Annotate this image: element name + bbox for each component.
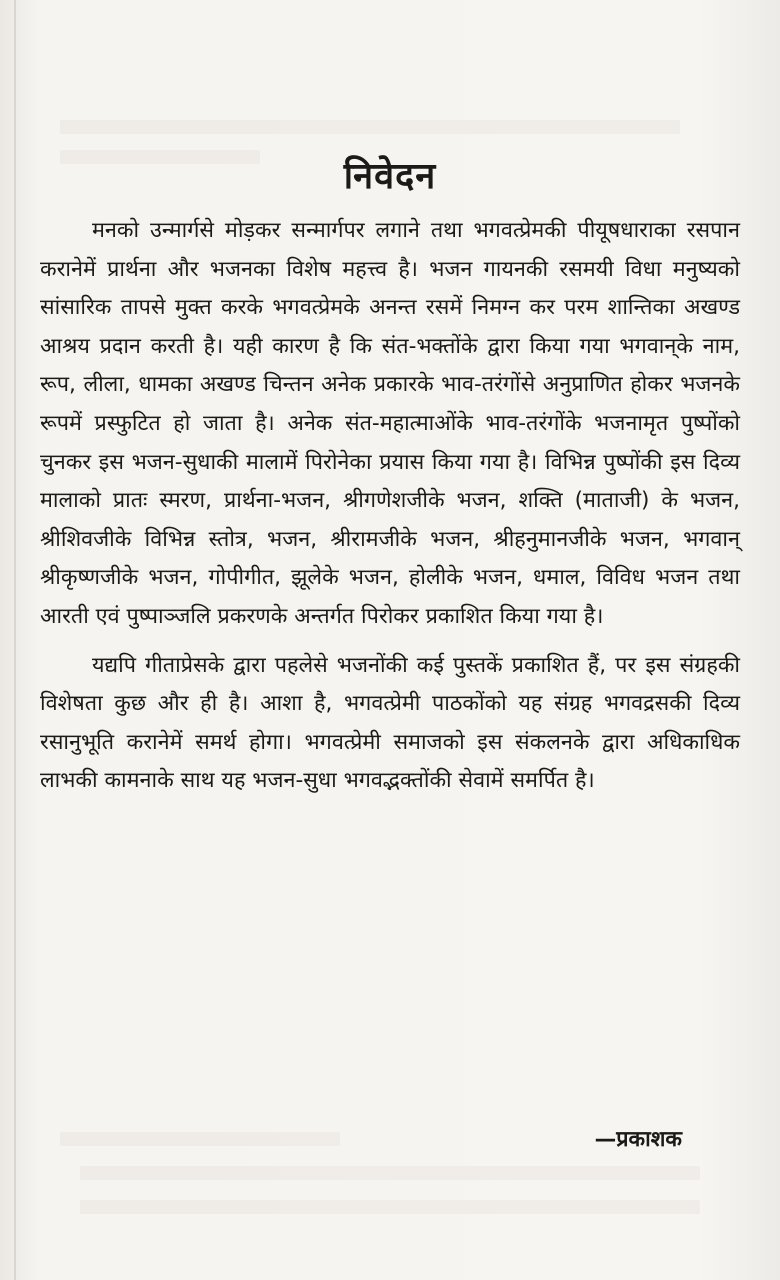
- page-title: निवेदन: [343, 156, 437, 197]
- paragraph: मनको उन्मार्गसे मोड़कर सन्मार्गपर लगाने तथा भगवत्प्रेमकी पीयूषधाराका रसपान करानेमें प्रार्थना और भजनका विशेष महत्त्व है। भजन गायनकी रसमयी विधा मनुष्यको सांसारिक तापसे मुक्त करके भगवत्प्रेमके अनन्त रसमें निमग्न कर परम शान्तिका अखण्ड आश्रय प्रदान करती है। यही कारण है कि संत-भक्तोंके द्वारा किया गया भगवान्‌के नाम, रूप, लीला, धामका अखण्ड चिन्तन अनेक प्रकारके भाव-तरंगोंसे अनुप्राणित होकर भजनके रूपमें प्रस्फुटित हो जाता है। अनेक संत-महात्माओंके भाव-तरंगोंके भजनामृत पुष्पोंको चुनकर इस भजन-सुधाकी मालामें पिरोनेका प्रयास किया गया है। विभिन्न पुष्पोंकी इस दिव्य मालाको प्रातः स्मरण, प्रार्थना-भजन, श्रीगणेशजीके भजन, शक्ति (माताजी) के भजन, श्रीशिवजीके विभिन्न स्तोत्र, भजन, श्रीरामजीके भजन, श्रीहनुमानजीके भजन, भगवान् श्रीकृष्णजीके भजन, गोपीगीत, झूलेके भजन, होलीके भजन, धमाल, विविध भजन तथा आरती एवं पुष्पाञ्जलि प्रकरणके अन्तर्गत पिरोकर प्रकाशित किया गया है।: [40, 218, 740, 629]
- paragraph: यद्यपि गीताप्रेसके द्वारा पहलेसे भजनोंकी कई पुस्तकें प्रकाशित हैं, पर इस संग्रहकी विशेषता कुछ और ही है। आशा है, भगवत्प्रेमी पाठकोंको यह संग्रह भगवद्रसकी दिव्य रसानुभूति करानेमें समर्थ होगा। भगवत्प्रेमी समाजको इस संकलनके द्वारा अधिकाधिक लाभकी कामनाके साथ यह भजन-सुधा भगवद्भक्तोंकी सेवामें समर्पित है।: [40, 652, 740, 794]
- show-through-text: [80, 1200, 700, 1214]
- show-through-text: [60, 120, 680, 134]
- show-through-text: [80, 1166, 700, 1180]
- body-text: [40, 212, 740, 801]
- show-through-text: [60, 1132, 340, 1146]
- publisher-signature: —प्रकाशक: [594, 1127, 682, 1152]
